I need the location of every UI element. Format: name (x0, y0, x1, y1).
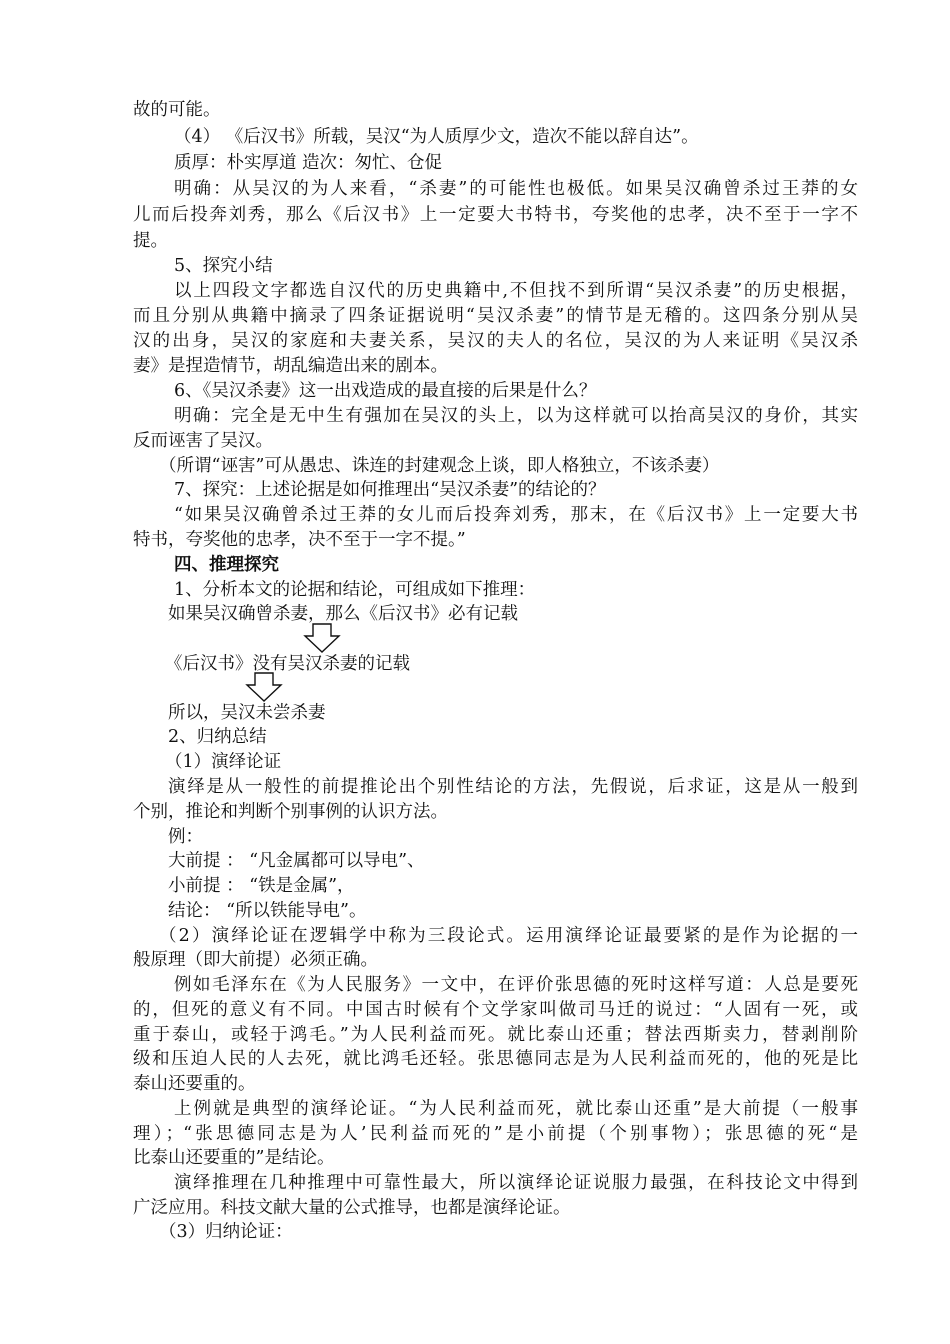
text-line-20: 1、分析本文的论据和结论，可组成如下推理： (174, 580, 536, 600)
minor-premise: 小前提 ： “铁是金属”， (168, 876, 355, 896)
conclusion-line: 所以，吴汉未尝杀妻 (168, 703, 326, 723)
subheading-induction: （3）归纳论证： (159, 1222, 293, 1242)
text-line-3: 质厚：朴实厚道 造次：匆忙、仓促 (174, 153, 443, 173)
text-line-35: 的，但死的意义有不同。中国古时候有个文学家叫做司马迁的说过：“人固有一死，或 (133, 1000, 858, 1020)
text-line-17: “如果吴汉确曾杀过王莽的女儿而后投奔刘秀，那末，在《后汉书》上一定要大书 (174, 505, 858, 525)
text-line-32: （2）演绎论证在逻辑学中称为三段论式。运用演绎论证最要紧的是作为论据的一 (159, 926, 858, 946)
text-line-40: 理）；“张思德同志是为人’民利益而死的”是小前提（个别事物）；张思德的死“是 (133, 1124, 858, 1144)
text-line-4: 明确：从吴汉的为人来看，“杀妻”的可能性也极低。如果吴汉确曾杀过王莽的女 (174, 179, 858, 199)
subheading-deduction: （1）演绎论证 (165, 752, 282, 772)
section-heading-5: 5、探究小结 (174, 256, 273, 276)
text-line-6: 提。 (133, 231, 168, 251)
text-line-27: 个别，推论和判断个别事例的认识方法。 (133, 802, 448, 822)
text-line-2: （4） 《后汉书》所载，吴汉“为人质厚少文，造次不能以辞自达”。 (174, 127, 699, 147)
example-label: 例： (168, 827, 203, 847)
text-line-33: 般原理（即大前提）必须正确。 (133, 950, 378, 970)
text-line-18: 特书，夸奖他的忠孝，决不至于一字不提。” (133, 530, 466, 550)
premise-line: 如果吴汉确曾杀妻，那么《后汉书》必有记载 (168, 604, 518, 624)
down-arrow-icon (303, 623, 341, 653)
text-line-15: （所谓“诬害”可从愚忠、诛连的封建观念上谈，即人格独立，不该杀妻） (159, 456, 720, 476)
text-line-34: 例如毛泽东在《为人民服务》一文中，在评价张思德的死时这样写道：人总是要死 (174, 975, 858, 995)
section-heading-6: 6、《吴汉杀妻》这一出戏造成的最直接的后果是什么？ (174, 381, 597, 401)
text-line-1: 故的可能。 (133, 100, 221, 120)
subheading-summary: 2、归纳总结 (168, 727, 267, 747)
text-line-42: 演绎推理在几种推理中可靠性最大，所以演绎论证说服力最强，在科技论文中得到 (174, 1173, 858, 1193)
text-line-38: 泰山还要重的。 (133, 1074, 256, 1094)
text-line-41: 比泰山还要重的”是结论。 (133, 1148, 335, 1168)
text-line-37: 级和压迫人民的人去死，就比鸿毛还轻。张思德同志是为人民利益而死的，他的死是比 (133, 1049, 858, 1069)
text-line-13: 明确：完全是无中生有强加在吴汉的头上，以为这样就可以抬高吴汉的身价，其实 (174, 406, 858, 426)
evidence-line: 《后汉书》没有吴汉杀妻的记载 (165, 654, 410, 674)
down-arrow-icon (245, 672, 283, 702)
text-line-36: 重于泰山，或轻于鸿毛。”为人民利益而死。就比泰山还重；替法西斯卖力，替剥削阶 (133, 1025, 858, 1045)
text-line-8: 以上四段文字都选自汉代的历史典籍中,不但找不到所谓“吴汉杀妻”的历史根据， (174, 281, 858, 301)
major-premise: 大前提 ： “凡金属都可以导电”、 (168, 851, 425, 871)
text-line-11: 妻》是捏造情节，胡乱编造出来的剧本。 (133, 356, 448, 376)
section-heading-7: 7、探究：上述论据是如何推理出“吴汉杀妻”的结论的？ (174, 480, 606, 500)
text-line-10: 汉的出身，吴汉的家庭和夫妻关系，吴汉的夫人的名位，吴汉的为人来证明《吴汉杀 (133, 331, 858, 351)
text-line-43: 广泛应用。科技文献大量的公式推导，也都是演绎论证。 (133, 1198, 571, 1218)
text-line-14: 反而诬害了吴汉。 (133, 431, 273, 451)
section-heading-reasoning: 四、推理探究 (174, 555, 279, 575)
text-line-26: 演绎是从一般性的前提推论出个别性结论的方法，先假说，后求证，这是从一般到 (168, 777, 858, 797)
text-line-5: 儿而后投奔刘秀，那么《后汉书》上一定要大书特书，夸奖他的忠孝，决不至于一字不 (133, 205, 858, 225)
text-line-9: 而且分别从典籍中摘录了四条证据说明“吴汉杀妻”的情节是无稽的。这四条分别从吴 (133, 306, 858, 326)
text-line-39: 上例就是典型的演绎论证。“为人民利益而死，就比泰山还重”是大前提（一般事 (174, 1099, 858, 1119)
conclusion: 结论： “所以铁能导电”。 (168, 901, 367, 921)
